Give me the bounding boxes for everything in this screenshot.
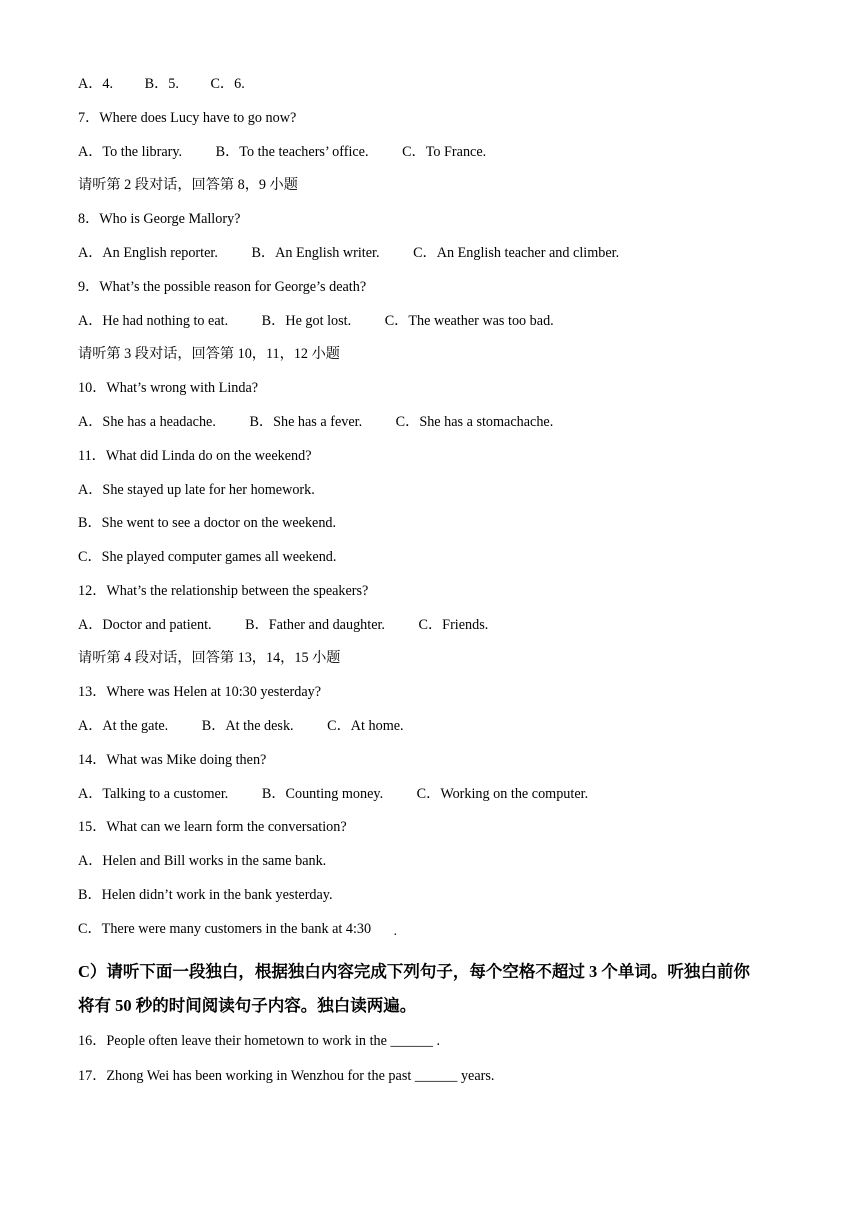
q12-options-row (78, 615, 488, 635)
q11-option-b: B．She went to see a doctor on the weekend. (78, 515, 337, 531)
q7-option-b: B．To the teachers’ office. (215, 144, 369, 160)
dialog2-instruction: 请听第 2 段对话，回答第 8，9 小题 (78, 177, 298, 193)
q8-question: 8．Who is George Mallory? (78, 211, 241, 227)
q9-option-b: B．He got lost. (261, 313, 352, 329)
q10-option-a: A．She has a headache. (78, 414, 216, 430)
q11-question: 11．What did Linda do on the weekend? (78, 448, 312, 464)
q12-option-c: C．Friends. (418, 617, 489, 633)
q7-options-row (78, 142, 486, 162)
q9-options-row (78, 311, 554, 331)
q13-option-a: A．At the gate. (78, 718, 169, 734)
q10-option-b: B．She has a fever. (249, 414, 363, 430)
stray-dot-mark: · (393, 928, 398, 943)
q14-option-c: C．Working on the computer. (416, 786, 589, 802)
section-c-instruction-line1: C）请听下面一段独白，根据独白内容完成下列句子，每个空格不超过 3 个单词。听独白前你 (78, 962, 750, 981)
q8-options-row (78, 243, 619, 263)
q8-option-a: A．An English reporter. (78, 245, 218, 261)
q12-option-b: B．Father and daughter. (245, 617, 385, 633)
q14-option-a: A．Talking to a customer. (78, 786, 229, 802)
q14-option-b: B．Counting money. (261, 786, 384, 802)
q13-option-b: B．At the desk. (201, 718, 294, 734)
q6-options-row (78, 74, 245, 94)
q10-options-row (78, 412, 553, 432)
q7-option-c: C．To France. (402, 144, 487, 160)
q6-option-a: A．4. (78, 76, 114, 92)
q12-option-a: A．Doctor and patient. (78, 617, 212, 633)
q15-option-b: B．Helen didn’t work in the bank yesterday. (78, 887, 333, 903)
q13-question: 13．Where was Helen at 10:30 yesterday? (78, 684, 322, 700)
q14-question: 14．What was Mike doing then? (78, 752, 267, 768)
q16-sentence: 16．People often leave their hometown to work in the ______ . (78, 1033, 441, 1049)
q9-option-c: C．The weather was too bad. (384, 313, 554, 329)
dialog3-instruction: 请听第 3 段对话，回答第 10，11，12 小题 (78, 346, 340, 362)
q17-sentence: 17．Zhong Wei has been working in Wenzhou for the past ______ years. (78, 1068, 495, 1084)
q11-option-a: A．She stayed up late for her homework. (78, 482, 315, 498)
q10-question: 10．What’s wrong with Linda? (78, 380, 259, 396)
q14-options-row (78, 784, 588, 804)
q12-question: 12．What’s the relationship between the speakers? (78, 583, 369, 599)
q9-option-a: A．He had nothing to eat. (78, 313, 229, 329)
q9-question: 9．What’s the possible reason for George’s death? (78, 279, 367, 295)
q15-question: 15．What can we learn form the conversation? (78, 819, 347, 835)
q13-options-row (78, 716, 404, 736)
q6-option-c: C．6. (210, 76, 245, 92)
q15-option-a: A．Helen and Bill works in the same bank. (78, 853, 327, 869)
q7-option-a: A．To the library. (78, 144, 183, 160)
q8-option-c: C．An English teacher and climber. (413, 245, 620, 261)
q7-question: 7．Where does Lucy have to go now? (78, 110, 297, 126)
q11-option-c: C．She played computer games all weekend. (78, 549, 337, 565)
section-c-instruction-line2: 将有 50 秒的时间阅读句子内容。独白读两遍。 (78, 996, 417, 1015)
q13-option-c: C．At home. (327, 718, 404, 734)
dialog4-instruction: 请听第 4 段对话，回答第 13，14，15 小题 (78, 650, 341, 666)
q8-option-b: B．An English writer. (251, 245, 380, 261)
q6-option-b: B．5. (144, 76, 179, 92)
q10-option-c: C．She has a stomachache. (395, 414, 554, 430)
q15-option-c: C．There were many customers in the bank at 4:30 (78, 921, 372, 937)
